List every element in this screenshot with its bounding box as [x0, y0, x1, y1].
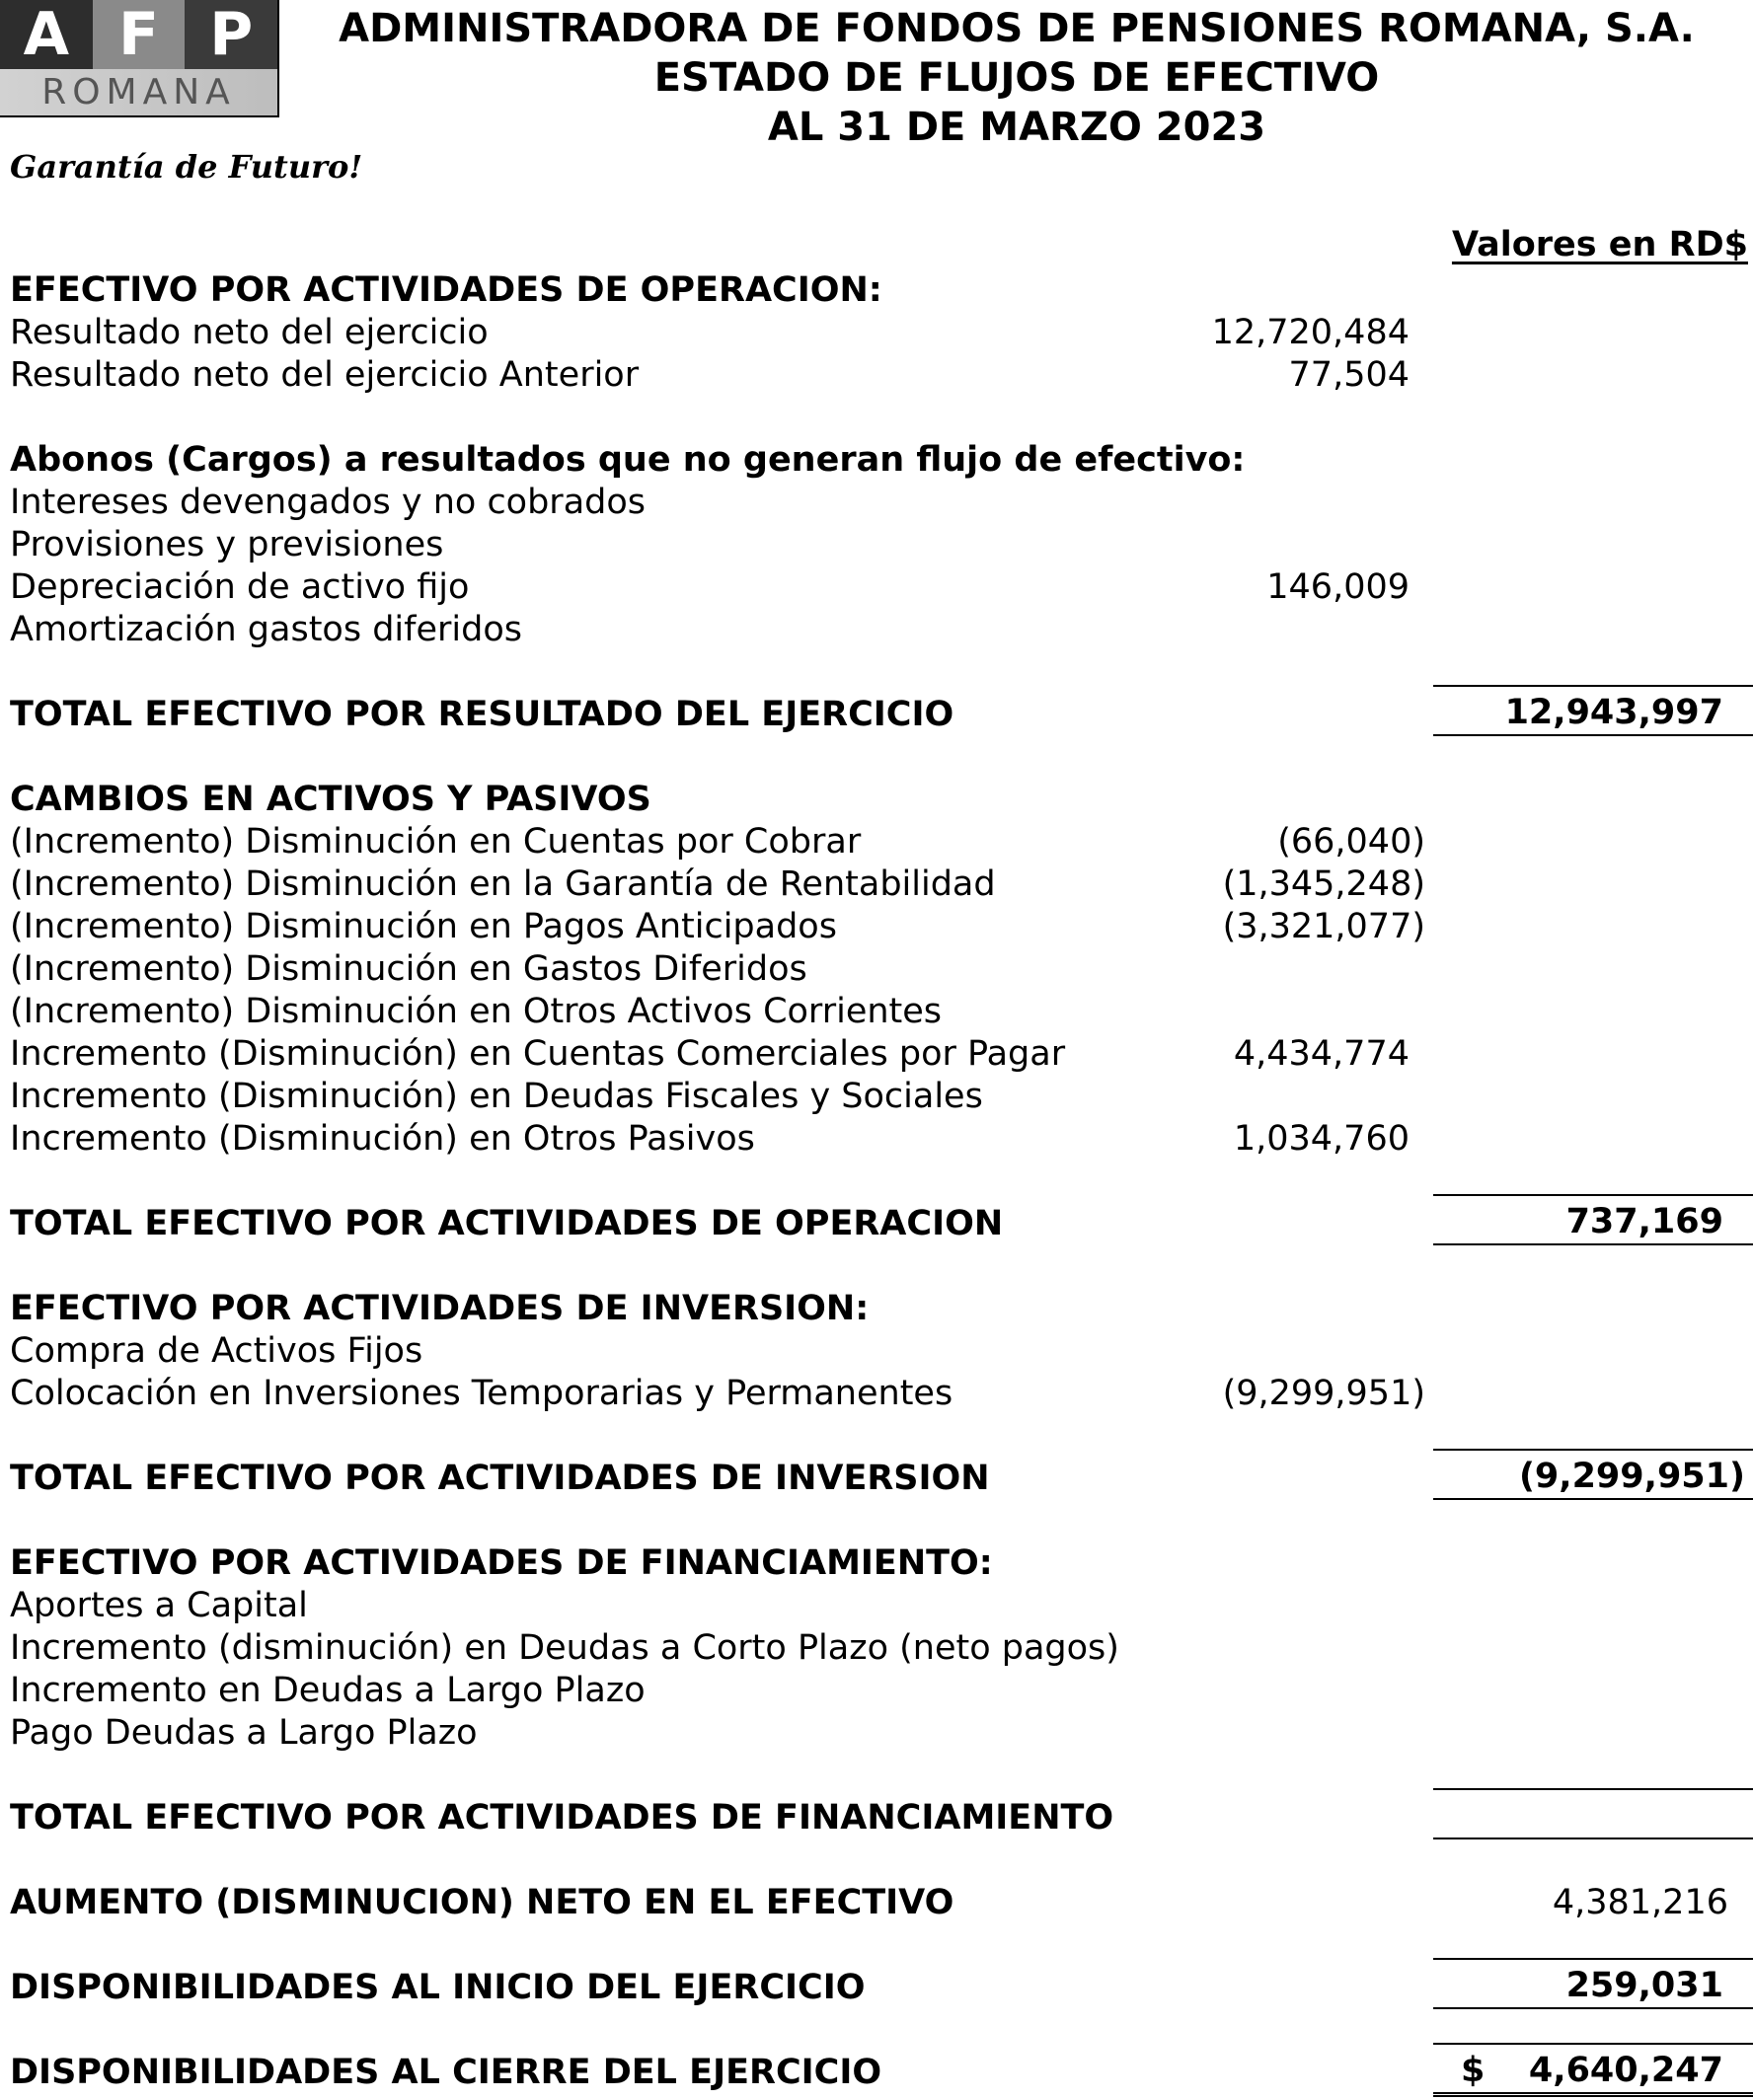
logo-letter-f: F — [93, 0, 186, 69]
company-logo — [0, 0, 279, 117]
line-label: (Incremento) Disminución en Gastos Diferidos — [10, 949, 807, 989]
logo-slogan: Garantía de Futuro! — [10, 148, 363, 186]
logo-letters — [0, 0, 277, 69]
total-box — [1433, 685, 1753, 736]
line-label: (Incremento) Disminución en Otros Activos Corrientes — [10, 992, 943, 1031]
total-value: 259,031 — [1565, 1966, 1723, 2005]
line-item — [0, 949, 1753, 992]
total-value: 737,169 — [1565, 1202, 1723, 1241]
total-row — [0, 1798, 1753, 1840]
logo-letter-p: P — [185, 0, 277, 69]
total-row — [0, 695, 1753, 737]
line-label: Depreciación de activo fijo — [10, 567, 470, 607]
line-value: (9,299,951) — [1222, 1374, 1425, 1413]
line-label: Intereses devengados y no cobrados — [10, 483, 647, 522]
line-item — [0, 1331, 1753, 1374]
line-item — [0, 992, 1753, 1034]
heading-text: EFECTIVO POR ACTIVIDADES DE INVERSION: — [10, 1289, 870, 1328]
section-heading — [0, 1289, 1753, 1331]
total-label: TOTAL EFECTIVO POR RESULTADO DEL EJERCICIO — [10, 695, 954, 734]
line-value: 4,434,774 — [1233, 1034, 1410, 1074]
section-heading — [0, 270, 1753, 313]
statement-title: ESTADO DE FLUJOS DE EFECTIVO — [653, 55, 1380, 101]
line-item — [0, 1586, 1753, 1628]
line-label: Incremento (Disminución) en Cuentas Comerciales por Pagar — [10, 1034, 1066, 1074]
line-item — [0, 355, 1753, 398]
net-change-label: AUMENTO (DISMINUCION) NETO EN EL EFECTIVO — [10, 1883, 954, 1922]
line-item — [0, 1628, 1753, 1671]
total-label: DISPONIBILIDADES AL INICIO DEL EJERCICIO — [10, 1968, 866, 2007]
line-item — [0, 610, 1753, 652]
closing-label: DISPONIBILIDADES AL CIERRE DEL EJERCICIO — [10, 2053, 882, 2092]
line-label: Aportes a Capital — [10, 1586, 308, 1625]
statement-date: AL 31 DE MARZO 2023 — [767, 105, 1266, 150]
closing-box — [1433, 2043, 1753, 2097]
section-heading — [0, 780, 1753, 822]
total-value: (9,299,951) — [1518, 1457, 1745, 1496]
total-box — [1433, 1449, 1753, 1500]
line-label: Incremento (Disminución) en Deudas Fiscales y Sociales — [10, 1077, 983, 1116]
total-box — [1433, 1788, 1753, 1839]
line-item — [0, 567, 1753, 610]
heading-text: CAMBIOS EN ACTIVOS Y PASIVOS — [10, 780, 651, 819]
logo-letter-a: A — [0, 0, 93, 69]
line-item — [0, 822, 1753, 864]
line-item — [0, 313, 1753, 355]
line-value: (3,321,077) — [1222, 907, 1425, 946]
line-label: Incremento en Deudas a Largo Plazo — [10, 1671, 646, 1710]
line-label: Provisiones y previsiones — [10, 525, 444, 564]
total-label: TOTAL EFECTIVO POR ACTIVIDADES DE FINANCIAMIENTO — [10, 1798, 1114, 1838]
logo-name: ROMANA — [0, 69, 277, 115]
line-item — [0, 1119, 1753, 1162]
line-label: Pago Deudas a Largo Plazo — [10, 1713, 478, 1753]
line-label: (Incremento) Disminución en Pagos Anticipados — [10, 907, 837, 946]
line-value: 146,009 — [1266, 567, 1410, 607]
line-label: Colocación en Inversiones Temporarias y Permanentes — [10, 1374, 953, 1413]
closing-row — [0, 2053, 1753, 2095]
section-heading — [0, 1543, 1753, 1586]
line-item — [0, 1671, 1753, 1713]
line-item — [0, 1713, 1753, 1756]
section-heading — [0, 440, 1753, 483]
company-title: ADMINISTRADORA DE FONDOS DE PENSIONES ROMANA, S.A. — [339, 6, 1695, 51]
line-item — [0, 1034, 1753, 1077]
line-label: Incremento (Disminución) en Otros Pasivos — [10, 1119, 755, 1159]
line-label: Resultado neto del ejercicio Anterior — [10, 355, 640, 395]
line-label: Amortización gastos diferidos — [10, 610, 522, 649]
heading-text: EFECTIVO POR ACTIVIDADES DE FINANCIAMIENTO: — [10, 1543, 993, 1583]
total-box — [1433, 1194, 1753, 1245]
line-label: (Incremento) Disminución en la Garantía de Rentabilidad — [10, 864, 996, 904]
total-row — [0, 1204, 1753, 1246]
line-label: Resultado neto del ejercicio — [10, 313, 489, 352]
heading-text: EFECTIVO POR ACTIVIDADES DE OPERACION: — [10, 270, 882, 310]
line-item — [0, 1374, 1753, 1416]
line-value: 77,504 — [1288, 355, 1410, 395]
total-label: TOTAL EFECTIVO POR ACTIVIDADES DE INVERSION — [10, 1459, 990, 1498]
total-value: 12,943,997 — [1504, 693, 1723, 732]
units-label: Valores en RD$ — [1451, 225, 1748, 264]
heading-text: Abonos (Cargos) a resultados que no generan flujo de efectivo: — [10, 440, 1246, 480]
line-item — [0, 864, 1753, 907]
line-label: Compra de Activos Fijos — [10, 1331, 423, 1371]
currency-symbol: $ — [1461, 2051, 1486, 2090]
total-row — [0, 1968, 1753, 2010]
net-change-row — [0, 1883, 1753, 1925]
line-label: (Incremento) Disminución en Cuentas por Cobrar — [10, 822, 862, 862]
line-label: Incremento (disminución) en Deudas a Corto Plazo (neto pagos) — [10, 1628, 1119, 1668]
total-label: TOTAL EFECTIVO POR ACTIVIDADES DE OPERACION — [10, 1204, 1004, 1243]
line-item — [0, 525, 1753, 567]
total-box — [1433, 1958, 1753, 2009]
line-item — [0, 1077, 1753, 1119]
line-value: 12,720,484 — [1211, 313, 1410, 352]
line-value: (1,345,248) — [1222, 864, 1425, 904]
total-row — [0, 1459, 1753, 1501]
line-value: 1,034,760 — [1233, 1119, 1410, 1159]
line-item — [0, 907, 1753, 949]
closing-value: 4,640,247 — [1528, 2051, 1723, 2090]
line-item — [0, 483, 1753, 525]
line-value: (66,040) — [1277, 822, 1425, 862]
net-change-value: 4,381,216 — [1552, 1883, 1728, 1922]
